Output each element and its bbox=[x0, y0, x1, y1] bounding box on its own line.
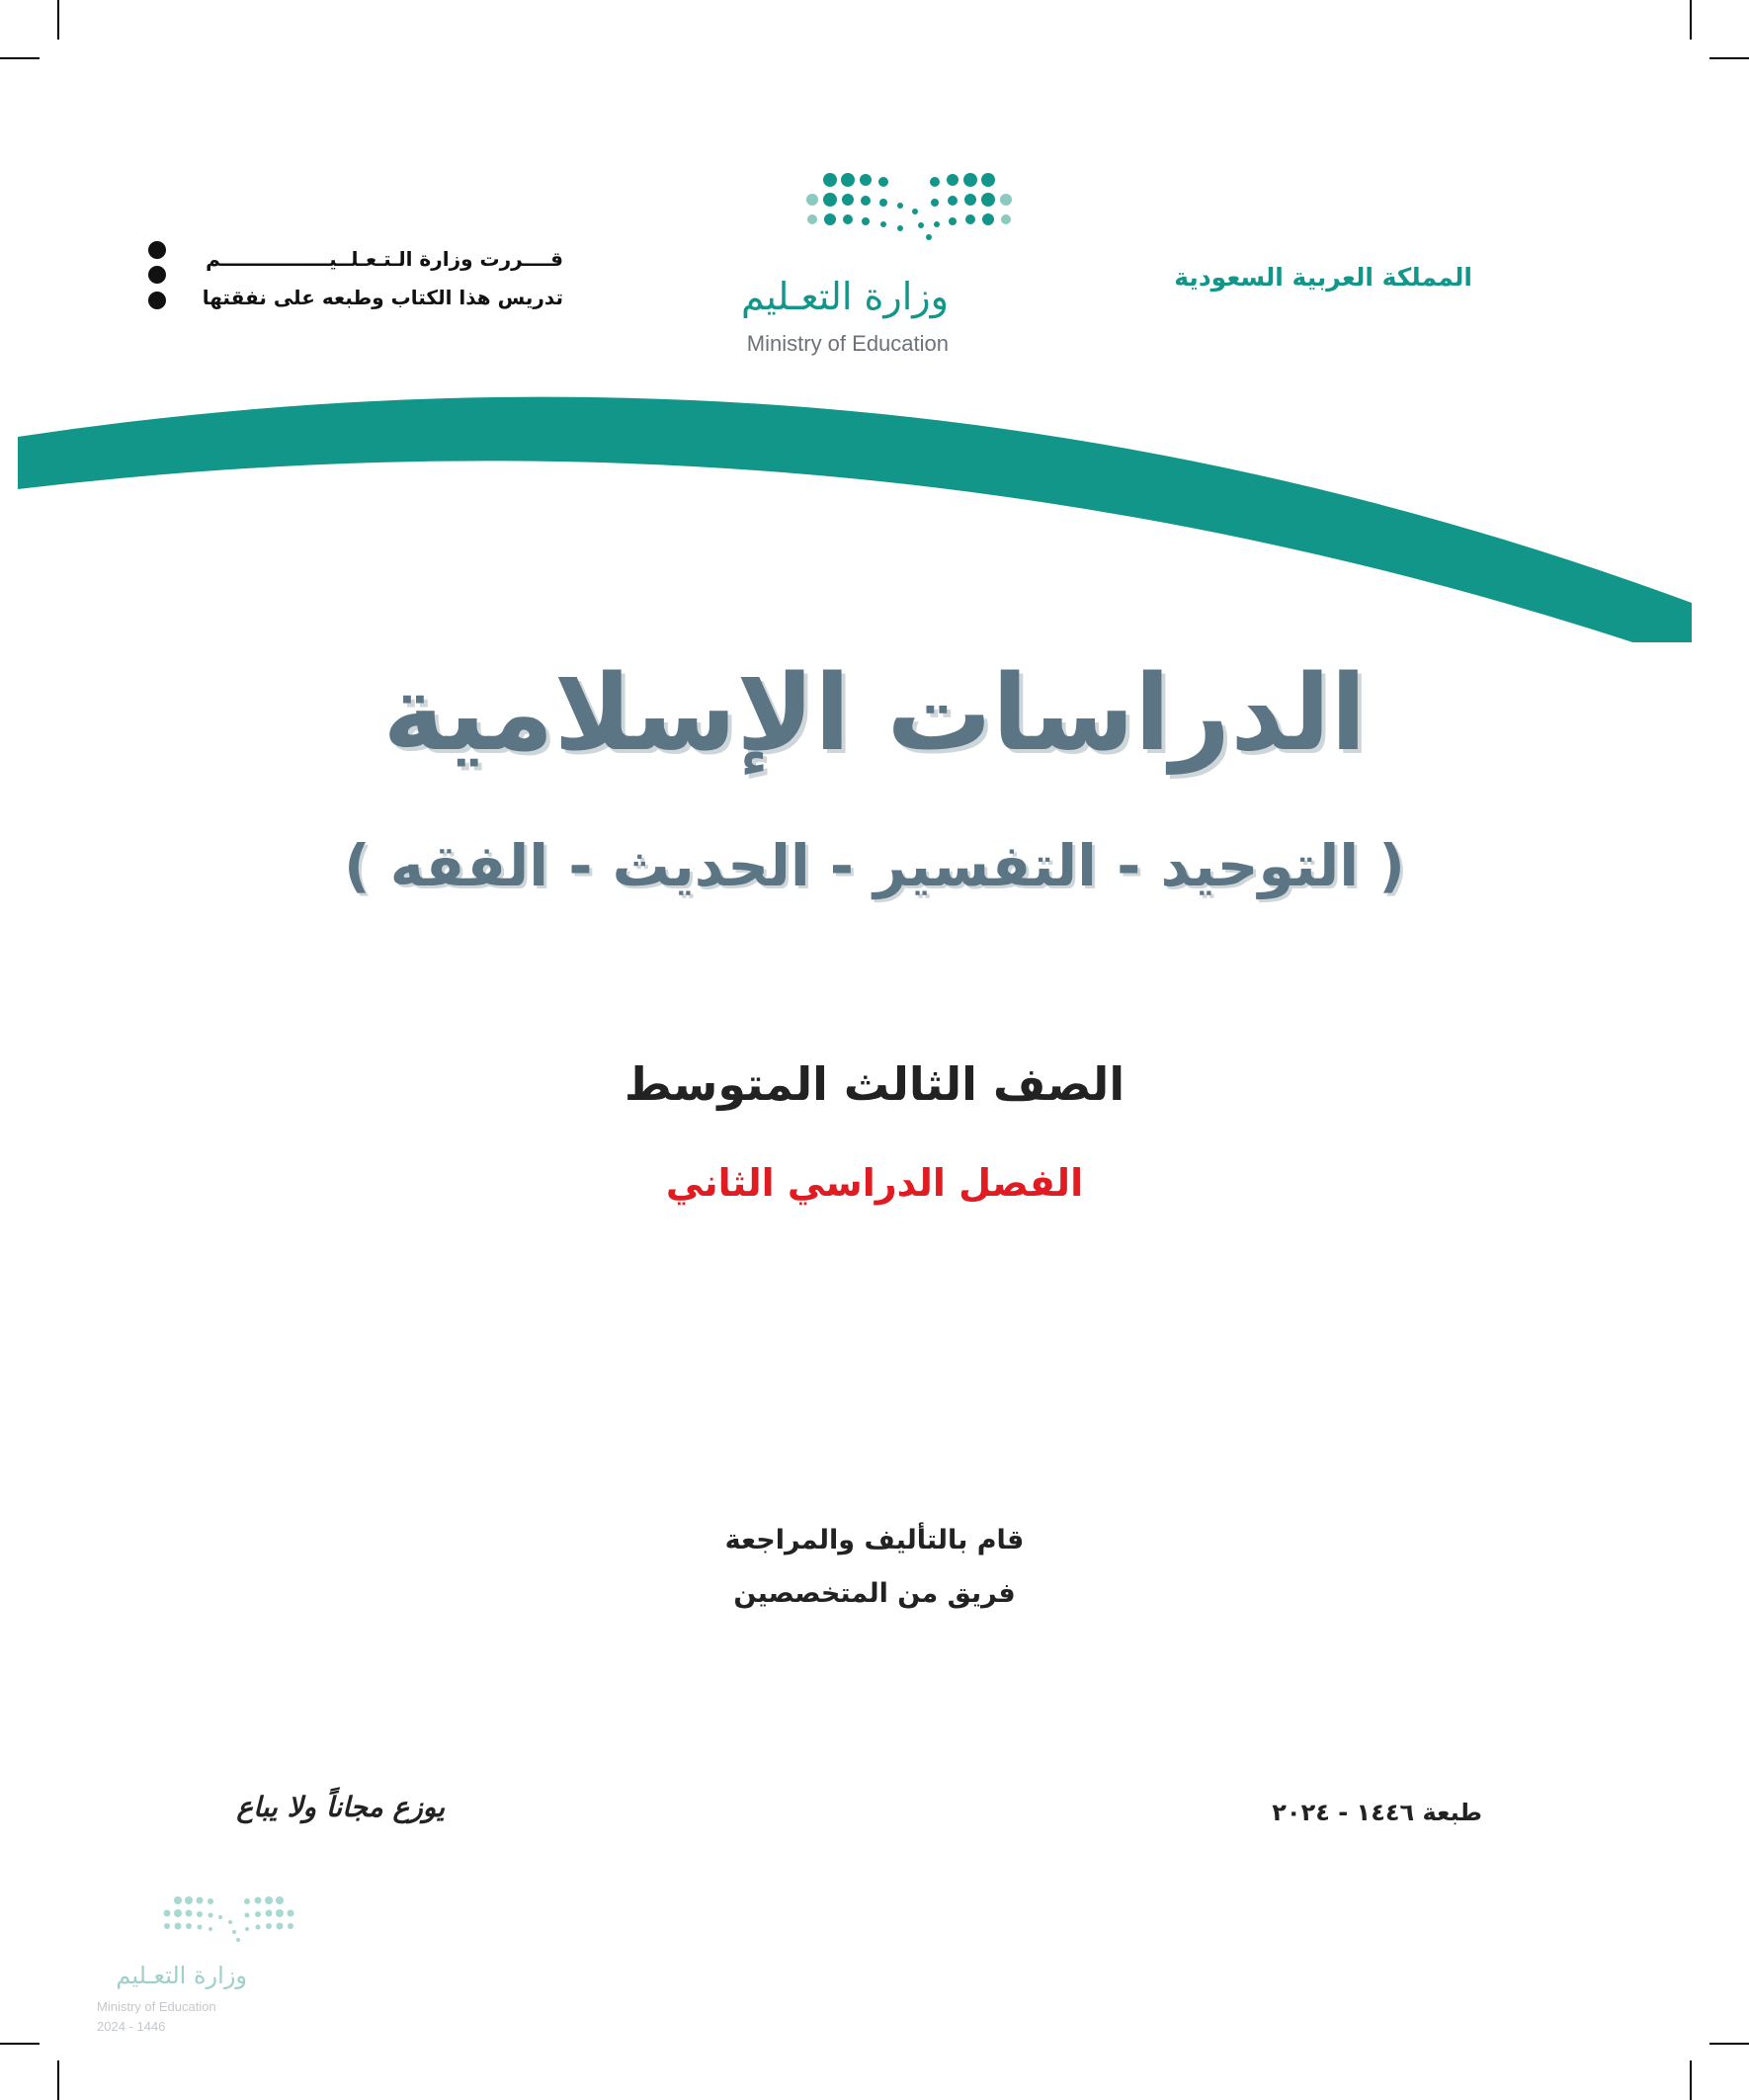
ministry-logo bbox=[692, 168, 1018, 366]
bullet-icon bbox=[148, 266, 166, 284]
faded-year-label: 2024 - 1446 bbox=[97, 2019, 166, 2034]
kingdom-label: المملكة العربية السعودية bbox=[1174, 263, 1472, 292]
faded-ministry-name-ar: وزارة التعـليم bbox=[116, 1962, 247, 1989]
crop-mark-bottom-right-v bbox=[1690, 2060, 1692, 2100]
book-title: الدراسات الإسلامية bbox=[382, 652, 1367, 774]
crop-mark-top-left-v bbox=[57, 0, 59, 40]
free-distribution-label: يوزع مجاناً ولا يباع bbox=[236, 1791, 445, 1823]
ministry-name-ar: وزارة التعـليم bbox=[740, 275, 949, 318]
faded-ministry-logo bbox=[94, 1892, 331, 2041]
bullet-icon bbox=[148, 241, 166, 259]
ministry-dots-icon bbox=[692, 168, 1018, 267]
authors-credit-line-2: فريق من المتخصصين bbox=[733, 1578, 1016, 1609]
crop-mark-bottom-left-v bbox=[57, 2060, 59, 2100]
crop-mark-top-right-h bbox=[1709, 57, 1749, 59]
crop-mark-top-left-h bbox=[0, 57, 40, 59]
semester-label: الفصل الدراسي الثاني bbox=[665, 1161, 1084, 1205]
faded-ministry-name-en: Ministry of Education bbox=[97, 1999, 216, 2014]
teal-arc-banner bbox=[0, 395, 1749, 642]
book-subtitle: ( التوحيد - التفسير - الحديث - الفقه ) bbox=[344, 832, 1405, 899]
grade-label: الصف الثالث المتوسط bbox=[624, 1057, 1125, 1111]
approval-notice bbox=[138, 241, 563, 320]
crop-mark-top-right-v bbox=[1690, 0, 1692, 40]
approval-line-1: قــــررت وزارة الـتـعـلــيــــــــــــــــم bbox=[206, 247, 563, 271]
crop-mark-bottom-right-h bbox=[1709, 2043, 1749, 2045]
bullet-icon bbox=[148, 292, 166, 309]
authors-credit bbox=[593, 1514, 1156, 1621]
approval-line-2: تدريس هذا الكتاب وطبعه على نفقتها bbox=[202, 286, 563, 309]
edition-label: طبعة ١٤٤٦ - ٢٠٢٤ bbox=[1272, 1799, 1482, 1826]
authors-credit-line-1: قام بالتأليف والمراجعة bbox=[724, 1525, 1025, 1555]
faded-ministry-dots-icon bbox=[94, 1892, 331, 1952]
crop-mark-bottom-left-h bbox=[0, 2043, 40, 2045]
ministry-name-en: Ministry of Education bbox=[746, 331, 949, 356]
